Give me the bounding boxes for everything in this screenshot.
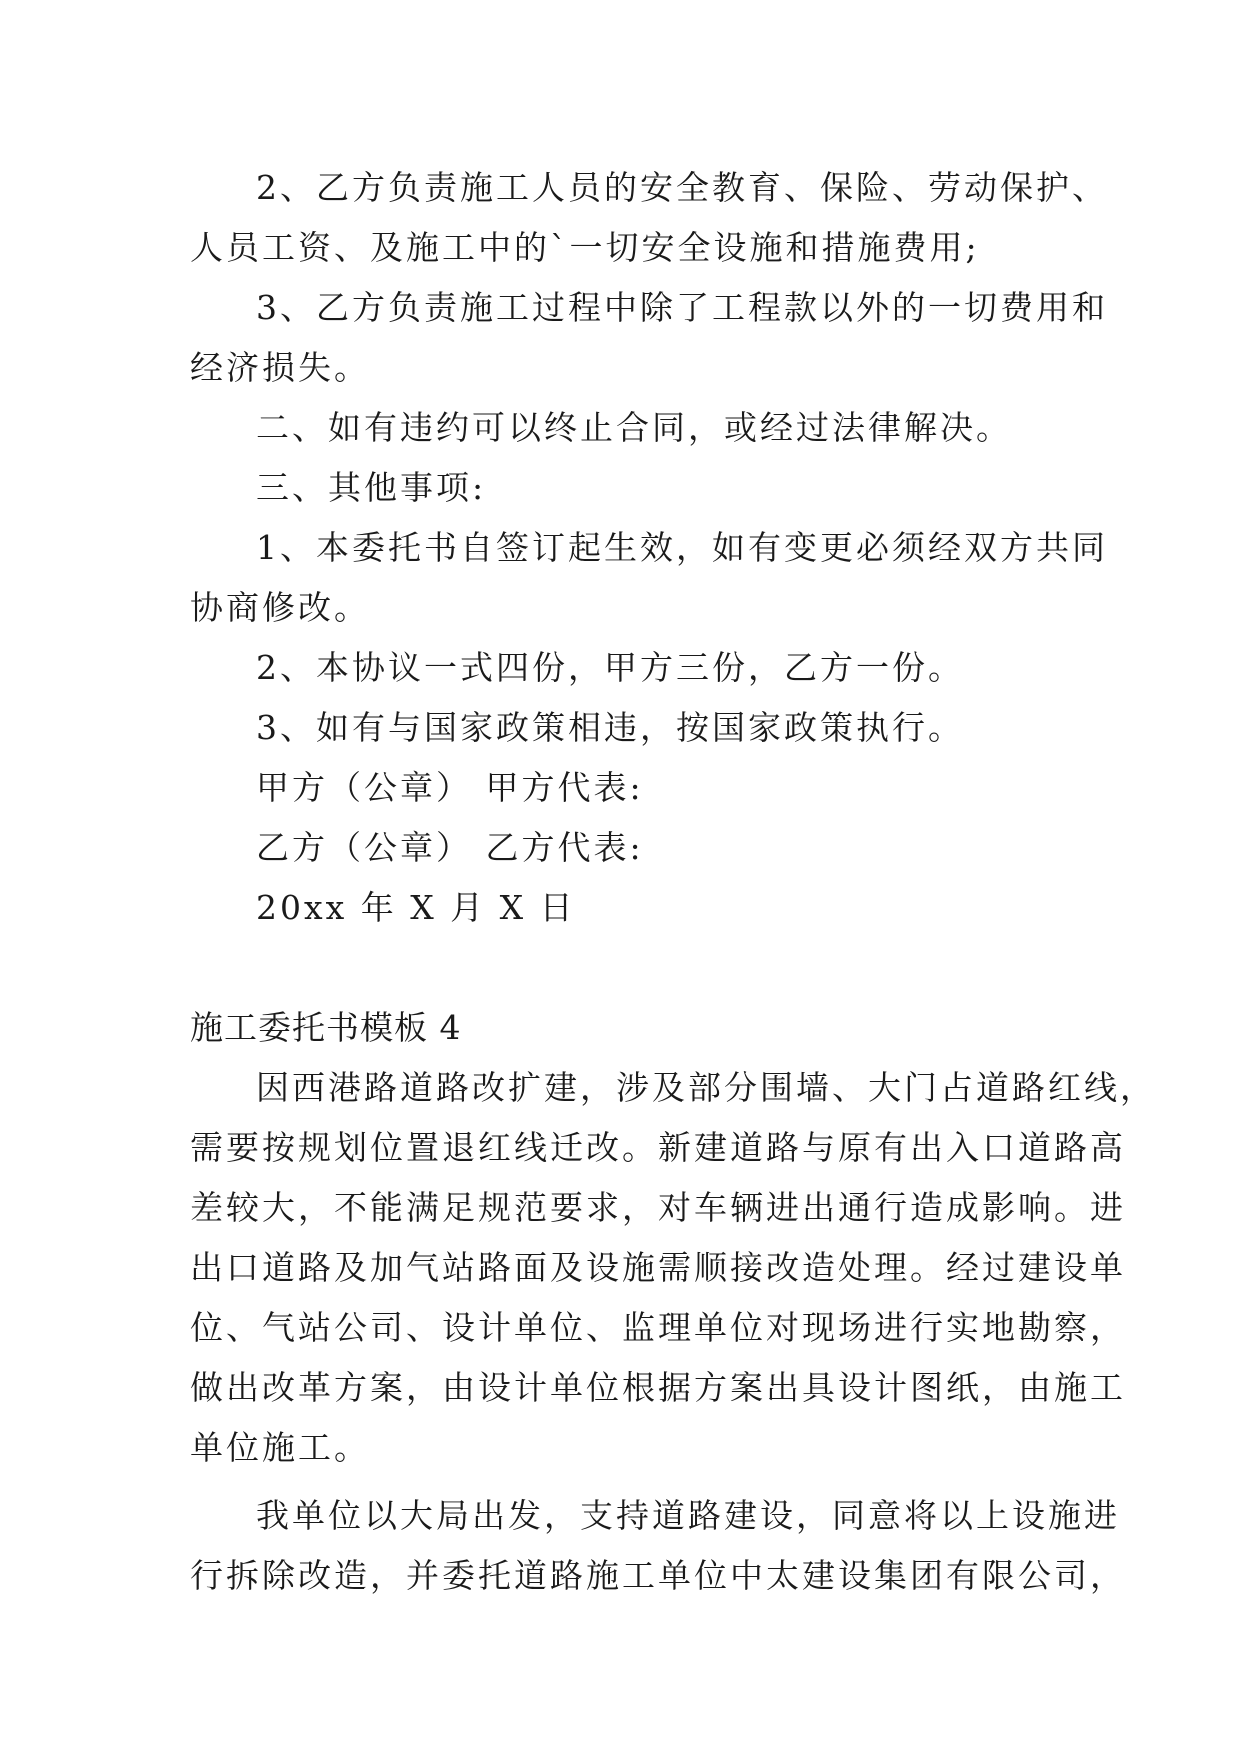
paragraph-line: 出口道路及加气站路面及设施需顺接改造处理。经过建设单: [190, 1248, 1126, 1287]
paragraph-line: 需要按规划位置退红线迁改。新建道路与原有出入口道路高: [190, 1128, 1126, 1167]
signature-date: 20xx 年 X 月 X 日: [256, 888, 576, 927]
paragraph-line: 位、气站公司、设计单位、监理单位对现场进行实地勘察，: [190, 1308, 1126, 1347]
paragraph-line: 3、如有与国家政策相违，按国家政策执行。: [256, 708, 964, 747]
paragraph-line: 我单位以大局出发，支持道路建设，同意将以上设施进: [256, 1496, 1120, 1535]
paragraph-line: 单位施工。: [190, 1428, 370, 1467]
paragraph-line: 三、其他事项:: [256, 468, 487, 507]
paragraph-line: 1、本委托书自签订起生效，如有变更必须经双方共同: [256, 528, 1108, 567]
document-page: [190, 158, 1156, 1606]
paragraph-line: 人员工资、及施工中的`一切安全设施和措施费用;: [190, 228, 980, 267]
paragraph-line: 协商修改。: [190, 588, 370, 627]
paragraph-line: 行拆除改造，并委托道路施工单位中太建设集团有限公司，: [190, 1556, 1126, 1595]
paragraph-line: 2、本协议一式四份，甲方三份，乙方一份。: [256, 648, 964, 687]
paragraph-line: 因西港路道路改扩建，涉及部分围墙、大门占道路红线，: [256, 1068, 1156, 1107]
signature-party-a: 甲方（公章） 甲方代表:: [256, 768, 644, 807]
section-spacer: [190, 938, 1060, 998]
paragraph-line: 经济损失。: [190, 348, 370, 387]
paragraph-line: 做出改革方案，由设计单位根据方案出具设计图纸，由施工: [190, 1368, 1126, 1407]
section-title: 施工委托书模板 4: [190, 1008, 462, 1047]
paragraph-gap: [190, 1478, 1060, 1486]
paragraph-line: 二、如有违约可以终止合同，或经过法律解决。: [256, 408, 1012, 447]
paragraph-line: 2、乙方负责施工人员的安全教育、保险、劳动保护、: [256, 168, 1108, 207]
paragraph-line: 3、乙方负责施工过程中除了工程款以外的一切费用和: [256, 288, 1108, 327]
signature-party-b: 乙方（公章） 乙方代表:: [256, 828, 644, 867]
paragraph-line: 差较大，不能满足规范要求，对车辆进出通行造成影响。进: [190, 1188, 1126, 1227]
